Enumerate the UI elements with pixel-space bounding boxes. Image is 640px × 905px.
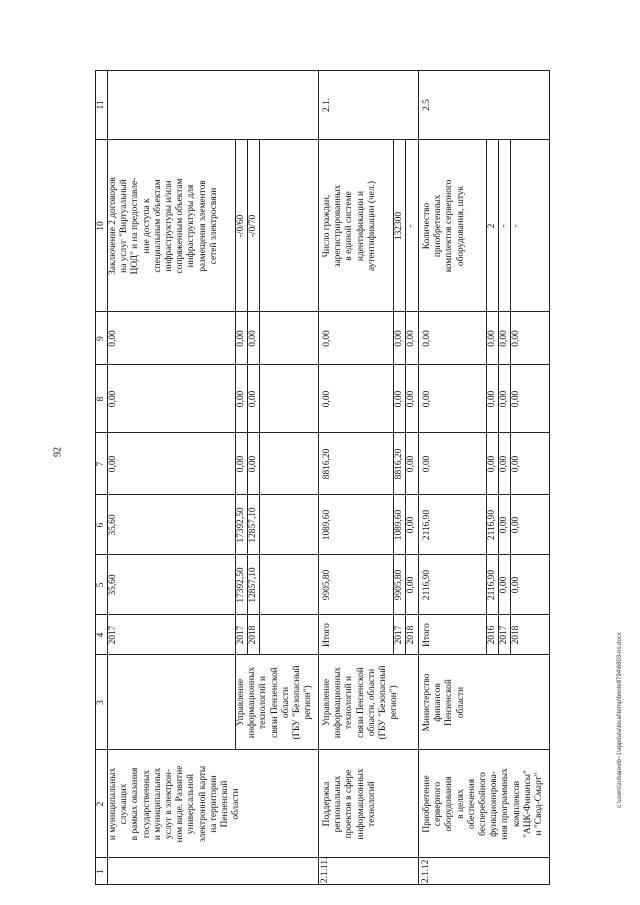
- indicator-text: Количество приобретенных комплектов серверного оборудования, штук: [422, 179, 466, 273]
- grid-line: [510, 140, 511, 655]
- grid-line: [95, 654, 550, 655]
- amount-cell: 0,00: [394, 330, 404, 347]
- amount-cell: 0,00: [236, 330, 246, 347]
- item-number: 2.1.12: [421, 859, 431, 883]
- amount-cell: 9905,80: [394, 569, 404, 601]
- reference-code: 2.1.: [322, 97, 332, 113]
- indicator-text: Число граждан, зарегистрированных в единой системе идентификации и аутентификации (чел.): [322, 181, 377, 271]
- activity-name: и муниципальных служащих в рамках оказания государственных и муниципальных услуг в электрон- ном виде. Развитие универсальной электронной карты на территории Пензенской области: [108, 765, 242, 843]
- grid-line: [95, 884, 550, 885]
- amount-cell: 0,00: [499, 390, 509, 408]
- item-number: 2.1.11.: [320, 858, 330, 883]
- grid-line: [95, 857, 550, 858]
- indicator-value: -: [406, 224, 416, 228]
- amount-cell: 0,00: [499, 576, 509, 594]
- amount-cell: 1089,60: [394, 509, 404, 541]
- amount-cell: 0,00: [248, 455, 258, 473]
- amount-cell: 0,00: [394, 390, 404, 408]
- amount-cell: 2116,90: [487, 569, 497, 601]
- year-cell: 2016: [487, 625, 497, 645]
- amount-cell: 0,00: [422, 455, 432, 473]
- year-cell: 2017: [499, 625, 509, 645]
- grid-line: [95, 614, 550, 615]
- amount-cell: 0,00: [487, 390, 497, 408]
- grid-line: [95, 494, 550, 495]
- indicator-value: -/0/70: [248, 214, 258, 238]
- year-cell: 2017: [394, 625, 404, 645]
- amount-cell: 0,00: [248, 390, 258, 408]
- amount-cell: 0,00: [406, 576, 416, 594]
- grid-line: [498, 140, 499, 655]
- header-col-11: 11: [96, 100, 106, 110]
- executor-text: Министерство финансов Пензенской области: [422, 673, 466, 732]
- amount-cell: 17392,50: [236, 567, 246, 603]
- grid-line: [486, 140, 487, 655]
- grid-line: [95, 432, 550, 433]
- year-cell: 2017: [108, 625, 118, 645]
- amount-cell: 2116,90: [422, 509, 432, 541]
- year-cell: 2018: [511, 625, 521, 645]
- amount-cell: 0,00: [511, 390, 521, 408]
- year-cell: 2018: [406, 625, 416, 645]
- amount-cell: 0,00: [499, 516, 509, 534]
- amount-cell: 0,00: [322, 330, 332, 347]
- header-col-9: 9: [96, 336, 106, 341]
- header-col-4: 4: [96, 632, 106, 638]
- amount-cell: 35,60: [108, 514, 118, 536]
- amount-cell: 0,00: [406, 330, 416, 347]
- amount-cell: 0,00: [322, 390, 332, 408]
- amount-cell: 0,00: [406, 455, 416, 473]
- amount-cell: 12857,10: [248, 567, 258, 603]
- amount-cell: 0,00: [487, 330, 497, 347]
- grid-line: [235, 140, 236, 750]
- page-number: 92: [52, 447, 64, 457]
- indicator-value: -: [499, 224, 509, 228]
- document-file-path: c:\users\zubarevib~1\appdata\local\temp\bnote8794\6803-ns.docx: [617, 632, 623, 808]
- header-col-7: 7: [96, 461, 106, 467]
- indicator-value: 2: [487, 223, 497, 229]
- amount-cell: 17392,50: [236, 507, 246, 543]
- amount-cell: 35,60: [108, 574, 118, 596]
- reference-code: 2.5: [422, 99, 432, 111]
- amount-cell: 0,00: [108, 330, 118, 347]
- header-col-5: 5: [96, 582, 106, 588]
- year-cell: 2018: [248, 625, 258, 645]
- grid-line: [549, 70, 550, 885]
- amount-cell: 0,00: [499, 330, 509, 347]
- indicator-value: -/0/60: [236, 214, 246, 238]
- amount-cell: 12857,10: [248, 507, 258, 543]
- grid-line: [95, 364, 550, 365]
- indicator-text: Заключение 2 договоров на услуг "Виртуальный ЦОД" и на предоставле- ние доступа к специальным объектам инфраструктуры и/или сопряженным объектам инфраструктуры для размещения элементов сетей электросвязи: [108, 177, 219, 275]
- header-col-8: 8: [96, 396, 106, 402]
- header-col-2: 2: [96, 801, 106, 807]
- amount-cell: 9905,80: [322, 569, 332, 601]
- grid-line: [107, 70, 108, 885]
- amount-cell: 0,00: [108, 455, 118, 473]
- amount-cell: 0,00: [511, 516, 521, 534]
- amount-cell: 0,00: [511, 576, 521, 594]
- activity-name: Поддержка региональных проектов в сфере информационных технологий: [322, 768, 377, 840]
- amount-cell: 0,00: [406, 390, 416, 408]
- amount-cell: 0,00: [487, 455, 497, 473]
- amount-cell: 0,00: [511, 455, 521, 473]
- grid-line: [95, 139, 550, 140]
- amount-cell: 1089,60: [322, 509, 332, 541]
- amount-cell: 0,00: [236, 390, 246, 408]
- grid-line: [405, 140, 406, 655]
- amount-cell: 0,00: [422, 330, 432, 347]
- grid-line: [418, 70, 419, 885]
- grid-line: [95, 70, 96, 885]
- header-col-6: 6: [96, 522, 106, 528]
- budget-table: [95, 70, 625, 885]
- executor-text: Управление информационных технологий и связи Пензенской области (ГБУ "Безопасный регион"): [236, 665, 314, 740]
- indicator-value: 132300: [394, 211, 404, 241]
- grid-line: [95, 749, 550, 750]
- activity-name: Приобретение серверного оборудования в целях обеспечения бесперебойного функционирова- ния программных комплексов "АЦК-Финансы" и "Свод-Смарт": [422, 768, 545, 840]
- grid-line: [393, 140, 394, 655]
- total-label: Итого: [322, 623, 332, 647]
- amount-cell: 8816,20: [322, 448, 332, 480]
- header-col-3: 3: [96, 700, 106, 705]
- grid-line: [95, 554, 550, 555]
- total-label: Итого: [422, 623, 432, 647]
- indicator-value: -: [511, 224, 521, 228]
- grid-line: [95, 311, 550, 312]
- amount-cell: 0,00: [499, 455, 509, 473]
- amount-cell: 8816,20: [394, 448, 404, 480]
- amount-cell: 0,00: [248, 330, 258, 347]
- grid-line: [259, 140, 260, 655]
- year-cell: 2017: [236, 625, 246, 645]
- amount-cell: 0,00: [108, 390, 118, 408]
- amount-cell: 2116,90: [487, 509, 497, 541]
- grid-line: [95, 70, 550, 71]
- header-col-1: 1: [96, 869, 106, 874]
- amount-cell: 0,00: [422, 390, 432, 408]
- amount-cell: 0,00: [511, 330, 521, 347]
- amount-cell: 0,00: [236, 455, 246, 473]
- grid-line: [318, 70, 319, 885]
- amount-cell: 0,00: [406, 516, 416, 534]
- executor-text: Управление информационных технологий и связи Пензенской области, области (ГБУ "Безопасный регион"): [322, 665, 400, 740]
- amount-cell: 2116,90: [422, 569, 432, 601]
- header-col-10: 10: [96, 221, 106, 231]
- grid-line: [247, 140, 248, 655]
